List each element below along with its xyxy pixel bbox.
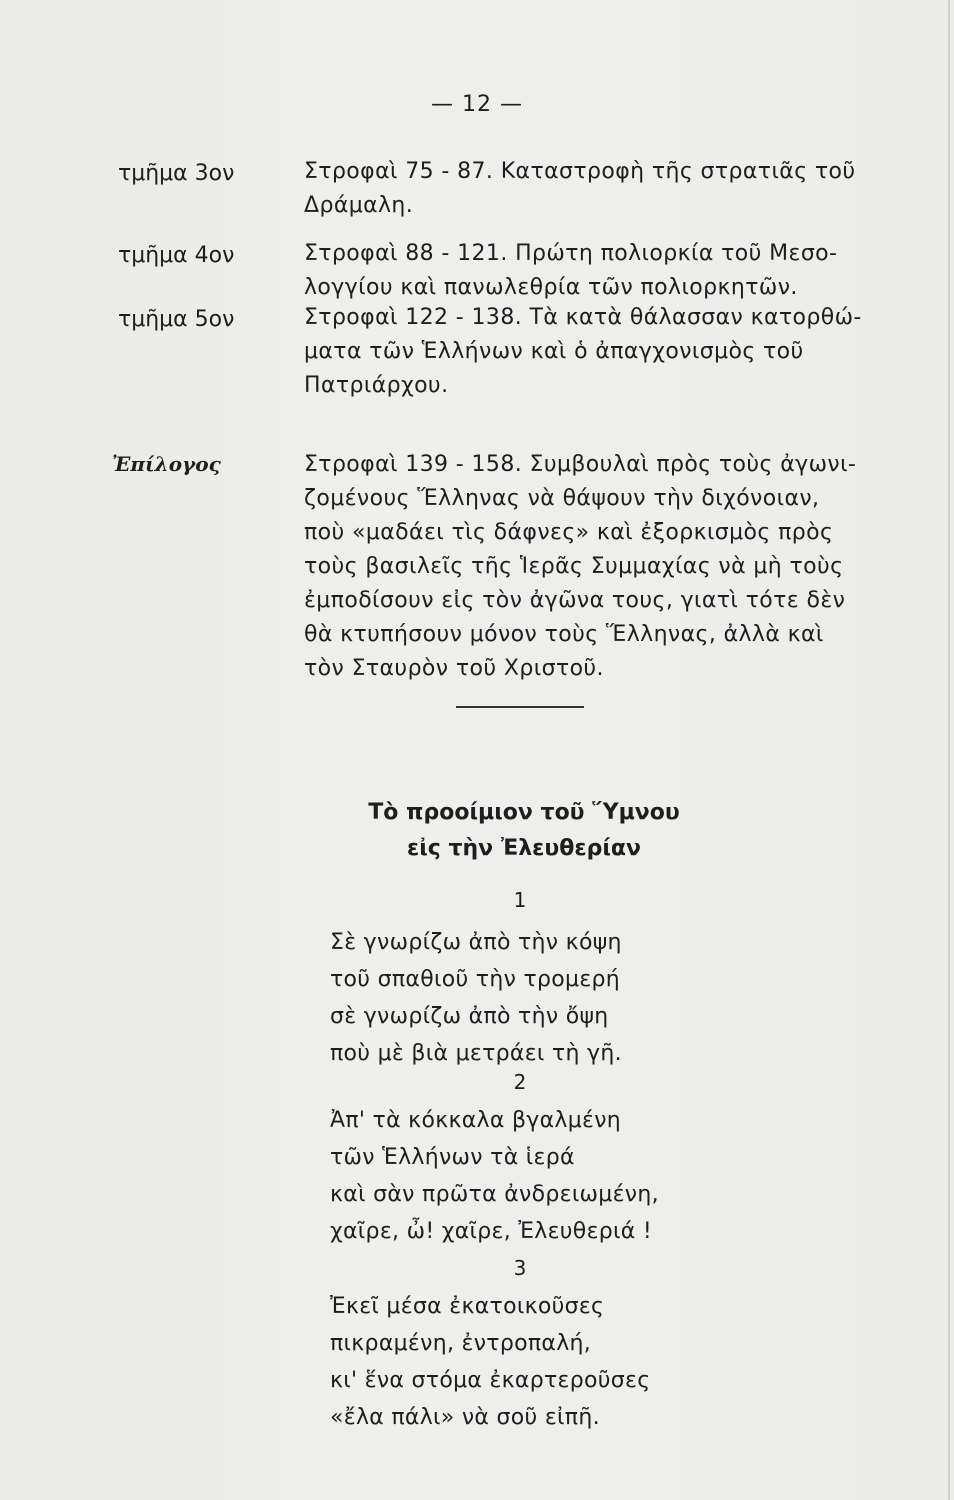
entry-line: Πατριάρχου. — [304, 373, 449, 398]
entry-line: ἐμποδίσουν εἰς τὸν ἀγῶνα τους, γιατὶ τότε δὲν — [304, 588, 846, 613]
poem-subtitle: εἰς τὴν Ἐλευθερίαν — [406, 836, 642, 861]
stanza-2 — [330, 1102, 659, 1250]
verse-line: χαῖρε, ὦ! χαῖρε, Ἐλευθεριά ! — [330, 1219, 652, 1244]
entry-text-epilogue — [304, 448, 924, 686]
entry-label-epilogue: Ἐπίλογος — [112, 452, 221, 476]
entry-text-part-5 — [304, 301, 924, 403]
stanza-1 — [330, 924, 622, 1072]
entry-line: Στροφαὶ 139 - 158. Συμβουλαὶ πρὸς τοὺς ἀγωνι- — [304, 452, 857, 477]
entry-label-part-3: τμῆμα 3ον — [118, 161, 235, 186]
verse-line: «ἔλα πάλι» νὰ σοῦ εἰπῆ. — [330, 1405, 600, 1430]
entry-line: ποὺ «μαδάει τὶς δάφνες» καὶ ἐξορκισμὸς πρὸς — [304, 520, 834, 545]
stanza-number: 2 — [513, 1070, 527, 1094]
entry-line: Στροφαὶ 88 - 121. Πρώτη πολιορκία τοῦ Μεσο- — [304, 241, 838, 266]
verse-line: τοῦ σπαθιοῦ τὴν τρομερή — [330, 967, 621, 992]
verse-line: καὶ σὰν πρῶτα ἀνδρειωμένη, — [330, 1182, 659, 1207]
verse-line: Ἐκεῖ μέσα ἐκατοικοῦσες — [330, 1294, 605, 1319]
verse-line: τῶν Ἑλλήνων τὰ ἱερά — [330, 1145, 575, 1170]
verse-line: πικραμένη, ἐντροπαλή, — [330, 1331, 592, 1356]
entry-label-part-5: τμῆμα 5ον — [118, 307, 235, 332]
stanza-3 — [330, 1288, 650, 1436]
entry-line: Στροφαὶ 75 - 87. Καταστροφὴ τῆς στρατιᾶς τοῦ — [304, 159, 856, 184]
entry-line: ματα τῶν Ἑλλήνων καὶ ὁ ἀπαγχονισμὸς τοῦ — [304, 339, 804, 364]
entry-label-part-4: τμῆμα 4ον — [118, 243, 235, 268]
verse-line: Ἀπ' τὰ κόκκαλα βγαλμένη — [330, 1108, 622, 1133]
stanza-number: 1 — [513, 888, 527, 912]
verse-line: Σὲ γνωρίζω ἀπὸ τὴν κόψη — [330, 930, 622, 955]
entry-line: τὸν Σταυρὸν τοῦ Χριστοῦ. — [304, 656, 604, 681]
section-divider — [456, 706, 584, 708]
entry-line: θὰ κτυπήσουν μόνον τοὺς Ἕλληνας, ἀλλὰ καὶ — [304, 622, 824, 647]
verse-line: ποὺ μὲ βιὰ μετράει τὴ γῆ. — [330, 1041, 622, 1066]
poem-title: Τὸ προοίμιον τοῦ Ὕμνου — [368, 800, 680, 825]
page-number: — 12 — — [431, 92, 523, 117]
entry-line: λογγίου καὶ πανωλεθρία τῶν πολιορκητῶν. — [304, 275, 798, 300]
stanza-number: 3 — [513, 1256, 527, 1280]
entry-line: τοὺς βασιλεῖς τῆς Ἱερᾶς Συμμαχίας νὰ μὴ τοὺς — [304, 554, 844, 579]
entry-line: Δράμαλη. — [304, 193, 414, 218]
verse-line: κι' ἕνα στόμα ἐκαρτεροῦσες — [330, 1368, 651, 1393]
entry-text-part-3 — [304, 155, 924, 223]
verse-line: σὲ γνωρίζω ἀπὸ τὴν ὄψη — [330, 1004, 609, 1029]
entry-line: ζομένους Ἕλληνας νὰ θάψουν τὴν διχόνοιαν, — [304, 486, 820, 511]
entry-text-part-4 — [304, 237, 924, 305]
entry-line: Στροφαὶ 122 - 138. Τὰ κατὰ θάλασσαν κατορθώ- — [304, 305, 862, 330]
